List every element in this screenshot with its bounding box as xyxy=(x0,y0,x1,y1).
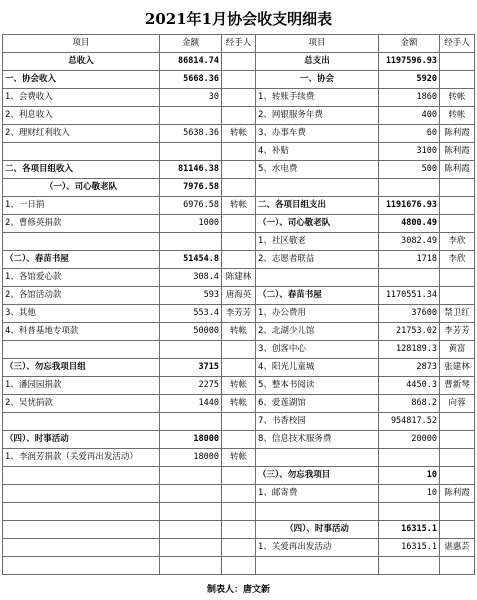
left-item-cell: （二）、春苗书屋 xyxy=(3,251,160,269)
right-handler-cell xyxy=(440,71,475,89)
left-amount-cell xyxy=(160,467,222,485)
right-handler-cell xyxy=(440,215,475,233)
right-item-cell xyxy=(256,179,379,197)
left-amount-cell: 1440 xyxy=(160,395,222,413)
right-item-cell: 1、关爱再出发活动 xyxy=(256,539,379,557)
left-amount-cell: 593 xyxy=(160,287,222,305)
right-handler-cell: 李芳芳 xyxy=(440,323,475,341)
right-handler-cell xyxy=(440,287,475,305)
left-handler-cell xyxy=(222,503,256,521)
left-item-cell: 4、科普基地专项款 xyxy=(3,323,160,341)
header-amount-left: 金额 xyxy=(160,35,222,53)
right-amount-cell: 1860 xyxy=(379,89,440,107)
left-handler-cell xyxy=(222,467,256,485)
right-amount-cell xyxy=(379,557,440,575)
left-handler-cell xyxy=(222,341,256,359)
table-row xyxy=(3,71,475,89)
right-item-cell: 一、协会 xyxy=(256,71,379,89)
right-item-cell: 5、整本书阅读 xyxy=(256,377,379,395)
left-handler-cell xyxy=(222,431,256,449)
left-handler-cell: 唐海英 xyxy=(222,287,256,305)
right-amount-cell: 5920 xyxy=(379,71,440,89)
right-amount-cell: 128189.3 xyxy=(379,341,440,359)
left-amount-cell xyxy=(160,503,222,521)
left-amount-cell: 5668.36 xyxy=(160,71,222,89)
right-handler-cell xyxy=(440,467,475,485)
left-amount-cell: 51454.8 xyxy=(160,251,222,269)
left-amount-cell: 3715 xyxy=(160,359,222,377)
left-item-cell xyxy=(3,467,160,485)
left-amount-cell: 308.4 xyxy=(160,269,222,287)
right-amount-cell: 60 xyxy=(379,125,440,143)
left-handler-cell: 转帐 xyxy=(222,323,256,341)
left-amount-cell: 86814.74 xyxy=(160,53,222,71)
table-row xyxy=(3,359,475,377)
left-handler-cell xyxy=(222,53,256,71)
table-row xyxy=(3,341,475,359)
header-handler-right: 经手人 xyxy=(440,35,475,53)
right-handler-cell xyxy=(440,431,475,449)
left-item-cell: （三）、勿忘我项目组 xyxy=(3,359,160,377)
left-handler-cell xyxy=(222,539,256,557)
right-amount-cell: 16315.1 xyxy=(379,539,440,557)
right-item-cell: 2、网银服务年费 xyxy=(256,107,379,125)
right-item-cell: 3、办事车费 xyxy=(256,125,379,143)
left-handler-cell xyxy=(222,233,256,251)
left-handler-cell xyxy=(222,179,256,197)
left-item-cell: 2、吴忧捐款 xyxy=(3,395,160,413)
right-item-cell: 5、水电费 xyxy=(256,161,379,179)
right-amount-cell xyxy=(379,269,440,287)
left-handler-cell: 转帐 xyxy=(222,395,256,413)
left-item-cell xyxy=(3,413,160,431)
right-item-cell: 8、信息技术服务费 xyxy=(256,431,379,449)
page-title: 2021年1月协会收支明细表 xyxy=(144,10,333,28)
left-amount-cell xyxy=(160,233,222,251)
right-item-cell: 1、社区敬老 xyxy=(256,233,379,251)
right-handler-cell: 黄富 xyxy=(440,341,475,359)
right-item-cell: 1、转账手续费 xyxy=(256,89,379,107)
right-amount-cell: 4450.3 xyxy=(379,377,440,395)
right-handler-cell xyxy=(440,269,475,287)
right-item-cell: 4、补贴 xyxy=(256,143,379,161)
left-item-cell: 2、曹修英捐款 xyxy=(3,215,160,233)
left-amount-cell xyxy=(160,521,222,539)
right-amount-cell: 868.2 xyxy=(379,395,440,413)
left-handler-cell: 李芳芳 xyxy=(222,305,256,323)
right-item-cell: 4、阳光儿童城 xyxy=(256,359,379,377)
right-handler-cell xyxy=(440,197,475,215)
table-row xyxy=(3,143,475,161)
left-handler-cell xyxy=(222,485,256,503)
left-amount-cell: 1000 xyxy=(160,215,222,233)
table-row xyxy=(3,395,475,413)
left-item-cell: （四）、时事活动 xyxy=(3,431,160,449)
right-item-cell xyxy=(256,269,379,287)
left-item-cell: （一）、司心敬老队 xyxy=(3,179,160,197)
right-amount-cell: 1191676.93 xyxy=(379,197,440,215)
right-handler-cell: 张建林 xyxy=(440,359,475,377)
left-item-cell: 总收入 xyxy=(3,53,160,71)
right-handler-cell: 向蓉 xyxy=(440,395,475,413)
table-header-row xyxy=(3,35,475,53)
left-amount-cell: 18000 xyxy=(160,431,222,449)
left-item-cell xyxy=(3,143,160,161)
right-amount-cell: 1197596.93 xyxy=(379,53,440,71)
right-item-cell: 1、办公费用 xyxy=(256,305,379,323)
right-handler-cell: 曹新琴 xyxy=(440,377,475,395)
right-handler-cell: 转帐 xyxy=(440,89,475,107)
left-handler-cell xyxy=(222,251,256,269)
right-handler-cell xyxy=(440,53,475,71)
left-handler-cell xyxy=(222,521,256,539)
right-handler-cell xyxy=(440,413,475,431)
right-amount-cell: 20000 xyxy=(379,431,440,449)
left-item-cell xyxy=(3,557,160,575)
right-handler-cell: 转帐 xyxy=(440,107,475,125)
left-amount-cell xyxy=(160,413,222,431)
right-handler-cell: 禁卫红 xyxy=(440,305,475,323)
left-handler-cell: 转帐 xyxy=(222,377,256,395)
left-handler-cell xyxy=(222,413,256,431)
left-amount-cell xyxy=(160,107,222,125)
right-item-cell: 总支出 xyxy=(256,53,379,71)
left-amount-cell xyxy=(160,539,222,557)
right-handler-cell: 陈利霞 xyxy=(440,161,475,179)
right-amount-cell: 37600 xyxy=(379,305,440,323)
right-amount-cell: 954817.52 xyxy=(379,413,440,431)
left-amount-cell: 6976.58 xyxy=(160,197,222,215)
left-amount-cell: 5638.36 xyxy=(160,125,222,143)
left-amount-cell: 50000 xyxy=(160,323,222,341)
table-row xyxy=(3,53,475,71)
left-handler-cell xyxy=(222,215,256,233)
left-item-cell: 2、理财红利收入 xyxy=(3,125,160,143)
left-amount-cell: 553.4 xyxy=(160,305,222,323)
left-item-cell xyxy=(3,485,160,503)
right-handler-cell: 陈利霞 xyxy=(440,125,475,143)
left-handler-cell: 陈建林 xyxy=(222,269,256,287)
table-row xyxy=(3,377,475,395)
left-amount-cell: 18000 xyxy=(160,449,222,467)
right-amount-cell: 400 xyxy=(379,107,440,125)
table-row xyxy=(3,305,475,323)
left-item-cell: 3、其他 xyxy=(3,305,160,323)
left-handler-cell xyxy=(222,557,256,575)
left-amount-cell xyxy=(160,557,222,575)
right-item-cell: 2、志愿者联益 xyxy=(256,251,379,269)
right-amount-cell: 3082.49 xyxy=(379,233,440,251)
left-item-cell: 1、各馆爱心款 xyxy=(3,269,160,287)
left-amount-cell: 81146.38 xyxy=(160,161,222,179)
left-handler-cell: 转帐 xyxy=(222,197,256,215)
left-handler-cell: 转帐 xyxy=(222,125,256,143)
right-item-cell: （三）、勿忘我项目 xyxy=(256,467,379,485)
right-item-cell: 6、爱莲湖馆 xyxy=(256,395,379,413)
left-handler-cell xyxy=(222,71,256,89)
table-row xyxy=(3,449,475,467)
left-amount-cell xyxy=(160,341,222,359)
right-handler-cell: 李欣 xyxy=(440,251,475,269)
right-handler-cell: 陈利霞 xyxy=(440,143,475,161)
right-amount-cell: 500 xyxy=(379,161,440,179)
right-handler-cell xyxy=(440,449,475,467)
right-item-cell: 7、书香校园 xyxy=(256,413,379,431)
table-row xyxy=(3,233,475,251)
right-amount-cell: 21753.02 xyxy=(379,323,440,341)
table-row xyxy=(3,521,475,539)
left-handler-cell xyxy=(222,89,256,107)
right-amount-cell xyxy=(379,503,440,521)
table-row xyxy=(3,539,475,557)
table-row xyxy=(3,431,475,449)
left-item-cell: 二、各项目组收入 xyxy=(3,161,160,179)
right-handler-cell: 李欣 xyxy=(440,233,475,251)
header-handler-left: 经手人 xyxy=(222,35,256,53)
right-item-cell: （二）、春苗书屋 xyxy=(256,287,379,305)
right-item-cell: 1、邮寄费 xyxy=(256,485,379,503)
left-handler-cell xyxy=(222,107,256,125)
left-item-cell: 1、潘园园捐款 xyxy=(3,377,160,395)
left-amount-cell xyxy=(160,143,222,161)
left-item-cell xyxy=(3,521,160,539)
right-item-cell: （一）、司心敬老队 xyxy=(256,215,379,233)
right-item-cell xyxy=(256,503,379,521)
right-handler-cell: 陈利霞 xyxy=(440,485,475,503)
table-row xyxy=(3,179,475,197)
left-item-cell: 一、协会收入 xyxy=(3,71,160,89)
left-item-cell: 2、各馆活动款 xyxy=(3,287,160,305)
table-row xyxy=(3,269,475,287)
header-item-left: 项目 xyxy=(3,35,160,53)
table-row xyxy=(3,215,475,233)
right-amount-cell: 1170551.34 xyxy=(379,287,440,305)
right-amount-cell: 10 xyxy=(379,485,440,503)
left-item-cell: 1、一日捐 xyxy=(3,197,160,215)
left-item-cell xyxy=(3,539,160,557)
right-item-cell: 二、各项目组支出 xyxy=(256,197,379,215)
left-amount-cell: 30 xyxy=(160,89,222,107)
left-item-cell: 2、利息收入 xyxy=(3,107,160,125)
left-item-cell xyxy=(3,503,160,521)
right-handler-cell xyxy=(440,521,475,539)
table-row xyxy=(3,557,475,575)
left-handler-cell: 转帐 xyxy=(222,449,256,467)
left-item-cell: 1、李润芳捐款（关爱再出发活动） xyxy=(3,449,160,467)
left-item-cell xyxy=(3,341,160,359)
table-row xyxy=(3,125,475,143)
left-item-cell xyxy=(3,233,160,251)
left-amount-cell: 7976.58 xyxy=(160,179,222,197)
table-row xyxy=(3,413,475,431)
header-amount-right: 金额 xyxy=(379,35,440,53)
table-row xyxy=(3,467,475,485)
table-row xyxy=(3,197,475,215)
left-handler-cell xyxy=(222,143,256,161)
right-amount-cell: 2873 xyxy=(379,359,440,377)
right-item-cell xyxy=(256,449,379,467)
table-row xyxy=(3,107,475,125)
left-handler-cell xyxy=(222,161,256,179)
left-amount-cell xyxy=(160,485,222,503)
left-handler-cell xyxy=(222,359,256,377)
finance-table xyxy=(2,34,475,575)
right-amount-cell xyxy=(379,449,440,467)
table-row xyxy=(3,287,475,305)
right-item-cell xyxy=(256,557,379,575)
table-row xyxy=(3,251,475,269)
right-item-cell: （四）、时事活动 xyxy=(256,521,379,539)
table-row xyxy=(3,323,475,341)
right-amount-cell: 3100 xyxy=(379,143,440,161)
right-amount-cell: 4800.49 xyxy=(379,215,440,233)
left-item-cell: 1、会费收入 xyxy=(3,89,160,107)
table-row xyxy=(3,485,475,503)
finance-table-body xyxy=(3,35,475,575)
right-item-cell: 3、创客中心 xyxy=(256,341,379,359)
right-amount-cell xyxy=(379,179,440,197)
right-handler-cell xyxy=(440,557,475,575)
right-amount-cell: 10 xyxy=(379,467,440,485)
right-amount-cell: 1718 xyxy=(379,251,440,269)
footer-preparer: 制表人：唐文新 xyxy=(206,585,270,595)
right-handler-cell: 谌惠芸 xyxy=(440,539,475,557)
right-handler-cell xyxy=(440,503,475,521)
left-amount-cell: 2275 xyxy=(160,377,222,395)
table-row xyxy=(3,503,475,521)
right-item-cell: 2、北湖少儿馆 xyxy=(256,323,379,341)
right-amount-cell: 16315.1 xyxy=(379,521,440,539)
table-row xyxy=(3,161,475,179)
table-row xyxy=(3,89,475,107)
right-handler-cell xyxy=(440,179,475,197)
header-item-right: 项目 xyxy=(256,35,379,53)
